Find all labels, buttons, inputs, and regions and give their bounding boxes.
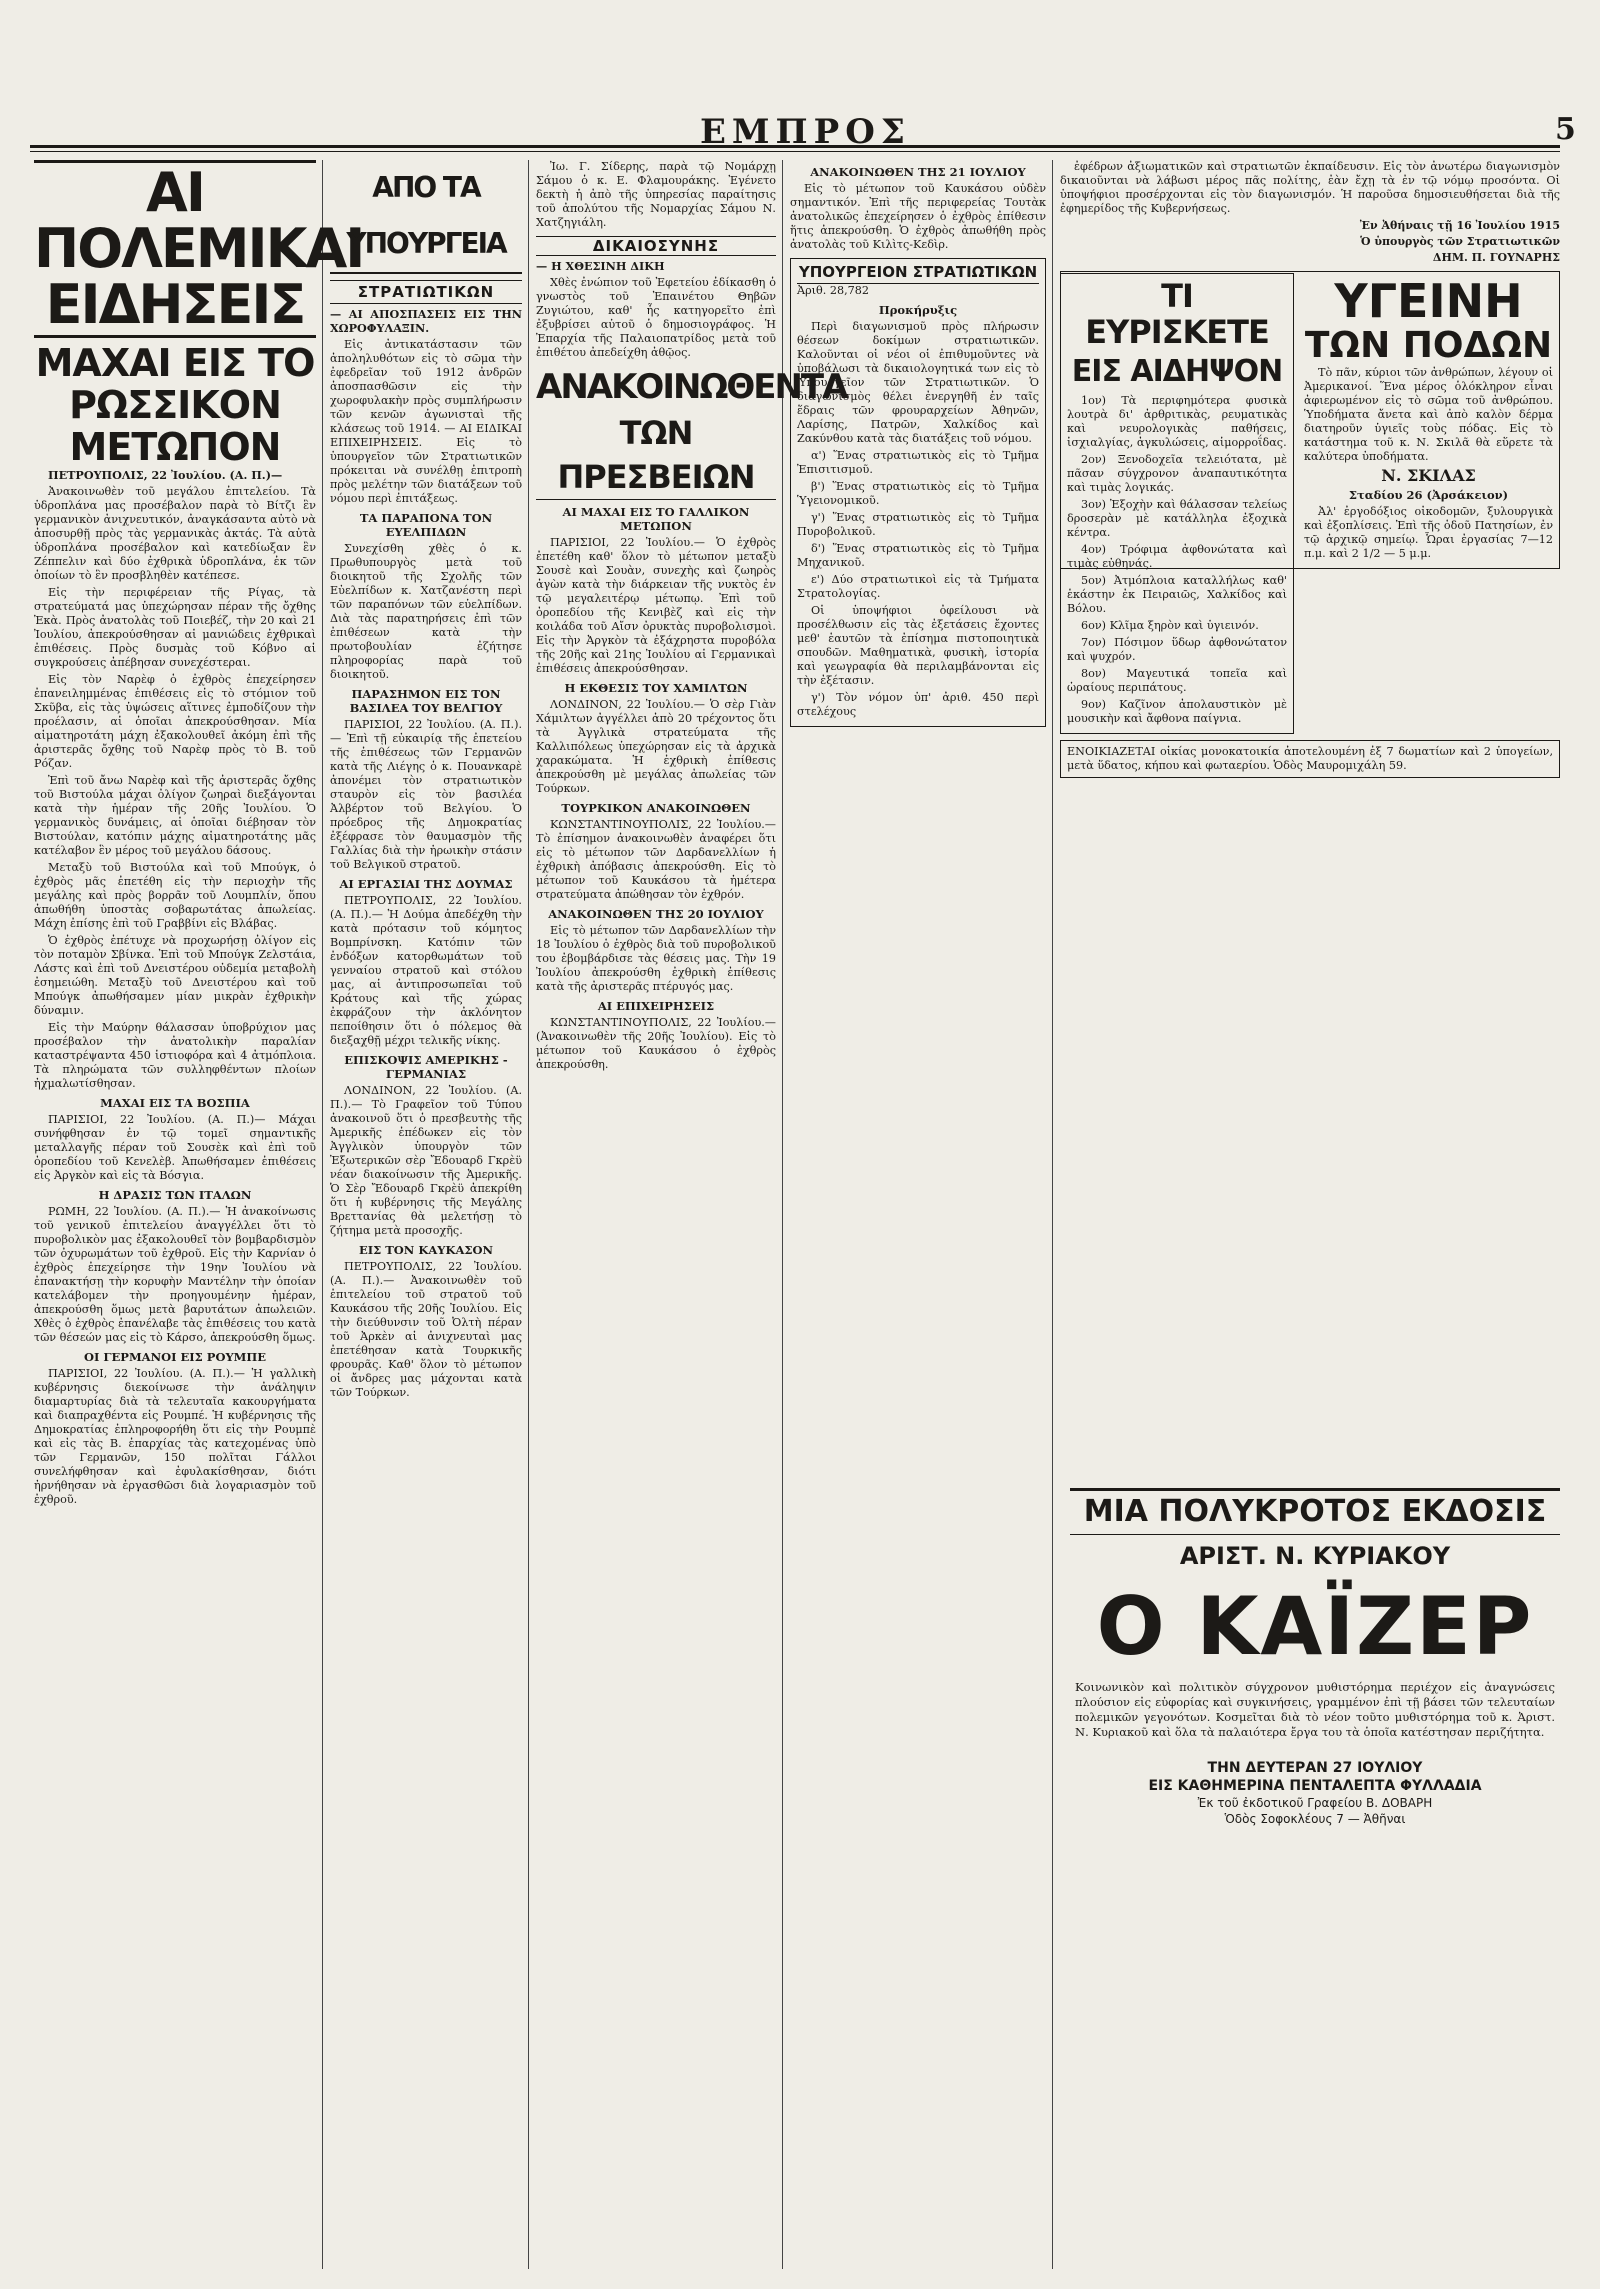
rent-notice xyxy=(1060,740,1560,778)
subheading: ΑΝΑΚΟΙΝΩΘΕΝ ΤΗΣ 20 ΙΟΥΛΙΟΥ xyxy=(548,907,764,921)
subheading: ΕΠΙΣΚΟΨΙΣ ΑΜΕΡΙΚΗΣ - ΓΕΡΜΑΝΙΑΣ xyxy=(344,1053,508,1081)
column-divider xyxy=(782,160,783,2269)
paragraph: γ') Τὸν νόμον ὑπ' ἀριθ. 450 περὶ στελέχους xyxy=(797,691,1039,718)
ad-address: Ὁδὸς Σοφοκλέους 7 — Ἀθῆναι xyxy=(1224,1812,1406,1826)
notice-heading: Προκήρυξις xyxy=(878,303,958,317)
ministry-notice-body xyxy=(797,284,1039,719)
paragraph: Εἰς ἀντικατάστασιν τῶν ἀποληλυθότων εἰς τὸ σῶμα τὴν ἐφεδρεῖαν τοῦ 1912 ἀνδρῶν ἀποσπασθῶσιν εἰς τὴν χωροφυλακὴν πρὸς συμπλήρωσιν τῶν κενῶν ἀγωνισταὶ τῆς κλάσεως τοῦ 1914. — ΑΙ ΕΙΔΙΚΑΙ ΕΠΙΧΕΙΡΗΣΕΙΣ. Εἰς τὸ ὑπουργεῖον τῶν Στρατιωτικῶν πρόκειται νὰ συνέλθῃ ἐπιτροπὴ πρὸς μελέτην τῶν διατάξεων τοῦ νόμου περὶ ἐπιτάξεως. xyxy=(330,338,522,505)
paragraph: Εἰς τὴν περιφέρειαν τῆς Ρίγας, τὰ στρατεύματά μας ὑπεχώρησαν πέραν τῆς ὄχθης Ἐκὰ. Πρὸς ἀνατολὰς τοῦ Ποιεβέζ, τὴν 20 καὶ 21 Ἰουλίου, ἀπεκρούσθησαν αἱ μανιώδεις ἐχθρικαὶ ἐπιθέσεις. Πρὸς δυσμὰς τοῦ Κόβνο αἱ συγκρούσεις ἀπέβησαν συνεχέστεραι. xyxy=(34,586,316,669)
list-item: α') Ἕνας στρατιωτικὸς εἰς τὸ Τμῆμα Ἐπισιτισμοῦ. xyxy=(797,449,1039,476)
ministries-body xyxy=(330,307,522,1400)
paper-name: ΕΜΠΡΟΣ xyxy=(700,112,911,152)
paragraph: ΠΑΡΙΣΙΟΙ, 22 Ἰουλίου.— Ὁ ἐχθρὸς ἐπετέθη καθ' ὅλον τὸ μέτωπον μεταξὺ Σουσὲ καὶ Σουὰν, συνεχὴς καὶ ζωηρὸς ἀγὼν κατὰ τὴν διάρκειαν τῆς νυκτὸς ἐν τῷ μεγαλειτέρῳ μέτωπῳ. Ἐπὶ τοῦ ὀροπεδίου τῆς Κενιβὲζ καὶ εἰς τὴν κοιλάδα τοῦ Αἴσν ὀρυκτὰς πυροβολισμοὶ. Εἰς τὴν Ἀργκὸν τὰ ἐξάχρηστα πυροβόλα τῆς 20ῆς καὶ 21ης Ἰουλίου αἱ Γερμανικαὶ ἐπιθέσεις ἀπεκρούσθησαν. xyxy=(536,536,776,675)
section-heading: ΔΙΚΑΙΟΣΥΝΗΣ xyxy=(536,236,776,256)
subheading: Η ΕΚΘΕΣΙΣ ΤΟΥ ΧΑΜΙΛΤΩΝ xyxy=(564,681,748,695)
paragraph: ΛΟΝΔΙΝΟΝ, 22 Ἰουλίου.— Ὁ σὲρ Γιὰν Χάμιλτων ἀγγέλλει ἀπὸ 20 τρέχοντος ὅτι τὰ Ἀγγλικὰ στρατεύματα τῆς Καλλιπόλεως ὑπεχώρησαν εἰς τὰ ἀρχικὰ χαρακώματα. Ἡ ἐχθρικὴ ἐπίθεσις ἀπεκρούσθη μὲ μεγάλας ἀπωλείας τῶν Τούρκων. xyxy=(536,698,776,795)
subheading: ΠΑΡΑΣΗΜΟΝ ΕΙΣ ΤΟΝ ΒΑΣΙΛΕΑ ΤΟΥ ΒΕΛΓΙΟΥ xyxy=(349,687,503,715)
paragraph: ἐφέδρων ἀξιωματικῶν καὶ στρατιωτῶν ἐκπαίδευσιν. Εἰς τὸν ἀνωτέρω διαγωνισμὸν δικαιοῦνται νὰ λάβωσι μέρος πᾶς πολίτης, ἐὰν ἔχῃ τὰ ἐν τῷ νόμῳ προσόντα. Οἱ ὑποψήφιοι προσέρχονται εἰς τὸν διαγωνισμόν. Ἡ παροῦσα δημοσιευθήσεται διὰ τῆς ἐφημερίδος τῆς Κυβερνήσεως. xyxy=(1060,160,1560,215)
ad-rule xyxy=(1070,1488,1560,1491)
list-item: β') Ἕνας στρατιωτικὸς εἰς τὸ Τμῆμα Ὑγειονομικοῦ. xyxy=(797,480,1039,507)
shop-address: Σταδίου 26 (Ἀρσάκειον) xyxy=(1348,488,1509,502)
paragraph: Ὁ ἐχθρὸς ἐπέτυχε νὰ προχωρήσῃ ὀλίγον εἰς τὸν ποταμὸν Σβίνκα. Ἐπὶ τοῦ Μπούγκ Ζελστάια, Λάστς καὶ ἐπὶ τοῦ Δνειστέρου οὐδεμία μεταβολὴ ἐσημειώθη. Μεταξὺ τοῦ Δνειστέρου καὶ τοῦ Μπούγκ ἀπωθήσαμεν μίαν μικρὰν ἐχθρικὴν δύναμιν. xyxy=(34,934,316,1017)
subheading: ΟΙ ΓΕΡΜΑΝΟΙ ΕΙΣ ΡΟΥΜΠΕ xyxy=(83,1350,267,1364)
embassies-headline: ΤΩΝ ΠΡΕΣΒΕΙΩΝ xyxy=(536,411,776,500)
column-ministries xyxy=(330,160,522,2269)
list-item: 7ον) Πόσιμον ὕδωρ ἀφθονώτατον καὶ ψυχρόν. xyxy=(1067,636,1287,663)
aidipsos-headline-2: ΕΙΣ ΑΙΔΗΨΟΝ xyxy=(1071,354,1283,389)
embassies-body xyxy=(536,160,776,360)
sign-name: ΔΗΜ. Π. ΓΟΥΝΑΡΗΣ xyxy=(1432,251,1560,264)
paragraph: Ἰω. Γ. Σίδερης, παρὰ τῷ Νομάρχῃ Σάμου ὁ κ. Ε. Φλαμουράκης. Ἐγένετο δεκτὴ ἡ ἀπὸ τῆς ὑπηρεσίας παραίτησις τοῦ ἀπολύτου τῆς Νομαρχίας Σάμου Ν. Χατζηγιάλη. xyxy=(536,160,776,229)
section-heading: ΣΤΡΑΤΙΩΤΙΚΩΝ xyxy=(330,280,522,304)
column-divider xyxy=(1052,160,1053,2269)
list-item: 5ον) Ἀτμόπλοια καταλλήλως καθ' ἑκάστην ἐκ Πειραιῶς, Χαλκίδος καὶ Βόλου. xyxy=(1067,574,1287,615)
column-divider xyxy=(528,160,529,2269)
ad-rule-thin xyxy=(1070,1534,1560,1535)
paragraph: Ἀλ' ἐργοδόξιος οἰκοδομῶν, ξυλουργικὰ καὶ ἐξοπλίσεις. Ἐπὶ τῆς ὁδοῦ Πατησίων, ἐν τῷ ἀρχικῷ σημείῳ. Ὧραι ἐργασίας 7—12 π.μ. καὶ 2 1/2 — 5 μ.μ. xyxy=(1304,505,1553,560)
war-news-body xyxy=(34,468,316,1507)
war-news-headline: ΑΙ ΠΟΛΕΜΙΚΑΙ ΕΙΔΗΣΕΙΣ xyxy=(34,161,364,336)
paragraph: ΠΕΤΡΟΥΠΟΛΙΣ, 22 Ἰουλίου. (Α. Π.).— Ἀνακοινωθὲν τοῦ ἐπιτελείου τοῦ στρατοῦ τοῦ Καυκάσου τῆς 20ῆς Ἰουλίου. Εἰς τὴν διεύθυνσιν τοῦ Ὀλτὴ πέραν τοῦ Ἀρκὲν αἱ ἀνιχνευταὶ μας ἐπετέθησαν κατὰ Τουρκικῆς φρουρᾶς. Καθ' ὅλον τὸ μέτωπον οἱ ἄνδρες μας μάχονται κατὰ τῶν Τούρκων. xyxy=(330,1260,522,1399)
rent-notice-body: ΕΝΟΙΚΙΑΖΕΤΑΙ οἰκίας μονοκατοικία ἀποτελουμένη ἐξ 7 δωματίων καὶ 2 ὑπογείων, μετὰ ὕδατος, κήπου καὶ φωταερίου. Ὁδὸς Μαυρομιχάλη 59. xyxy=(1067,745,1553,772)
subheading: ΤΑ ΠΑΡΑΠΟΝΑ ΤΟΝ ΕΥΕΛΠΙΔΩΝ xyxy=(359,511,493,539)
ads-top-body xyxy=(1060,160,1560,265)
subheading: ΕΙΣ ΤΟΝ ΚΑΥΚΑΣΟΝ xyxy=(358,1243,494,1257)
paragraph: Ἀνακοινωθὲν τοῦ μεγάλου ἐπιτελείου. Τὰ ὑδροπλάνα μας προσέβαλον παρὰ τὸ Βίτζι ἓν γερμανικὸν ἀνιχνευτικόν, ἀναγκάσαντα αὐτὸ νὰ ἀποσυρθῇ πρὸς τὰς γερμανικὰς ἀκτάς. Τὰ αὐτὰ ὑδροπλάνα προσέβαλον καὶ κατεδίωξαν ἓν Ζέππελιν καὶ δύο ἐχθρικὰ ὑδροπλάνα, ἐκ τῶν ὁποίων τὸ ἓν προσβληθὲν κατέπεσε. xyxy=(34,485,316,582)
ad-book-title: Ο ΚΑΪΖΕΡ xyxy=(1096,1580,1534,1673)
paragraph: Εἰς τὸ μέτωπον τῶν Δαρδανελλίων τὴν 18 Ἰουλίου ὁ ἐχθρὸς διὰ τοῦ πυροβολικοῦ του ἐβομβάρδισε τὰς θέσεις μας. Τὴν 19 Ἰουλίου ἀπεκρούσθη ἐχθρικὴ ἐπίθεσις κατὰ τῆς ἀριστερᾶς πτέρυγός μας. xyxy=(536,924,776,993)
subheading: ΑΙ ΜΑΧΑΙ ΕΙΣ ΤΟ ΓΑΛΛΙΚΟΝ ΜΕΤΩΠΟΝ xyxy=(562,505,750,533)
list-item: 1ον) Τὰ περιφημότερα φυσικὰ λουτρὰ δι' ἀρθριτικὰς, ρευματικὰς καὶ νευρολογικὰς παθήσεις, ἰσχιαλγίας, ἀγκυλώσεις, αἱμορροΐδας. xyxy=(1067,394,1287,449)
column-divider xyxy=(322,160,323,2269)
list-item: 8ον) Μαγευτικά τοπεῖα καὶ ὡραίους περιπάτους. xyxy=(1067,667,1287,694)
subheading: ΑΙ ΕΡΓΑΣΙΑΙ ΤΗΣ ΔΟΥΜΑΣ xyxy=(339,877,513,891)
subheading: — ΑΙ ΑΠΟΣΠΑΣΕΙΣ ΕΙΣ ΤΗΝ ΧΩΡΟΦΥΛΑΞΙΝ. xyxy=(330,307,522,335)
sign-date: Ἐν Ἀθήναις τῇ 16 Ἰουλίου 1915 xyxy=(1359,219,1560,232)
ad-body: Κοινωνικὸν καὶ πολιτικὸν σύγχρονον μυθιστόρημα περιέχον εἰς ἀναγνώσεις πλούσιον εἰς εὐφορίας καὶ συγκινήσεις, γραμμένον ἐπὶ τῇ βάσει τῶν τελευταίων πολεμικῶν γεγονότων. Κοσμεῖται διὰ τὸ νέον τοῦτο μυθιστόρημα τοῦ κ. Ἀριστ. Ν. Κυριακοῦ καὶ ὅλα τὰ παλαιότερα ἔργα του τὰ ὁποῖα κατέστησαν περιζήτητα. xyxy=(1075,1680,1555,1739)
paragraph: Τὸ πᾶν, κύριοι τῶν ἀνθρώπων, λέγουν οἱ Ἀμερικανοί. Ἕνα μέρος ὁλόκληρον εἶναι ἀφιερωμένον εἰς τὸ σῶμα τοῦ ἀνθρώπου. Ὑποδήματα ἄνετα καὶ ἀπὸ καλὸν δέρμα διατηροῦν ὑγιεῖς τοὺς πόδας. Εἰς τὸ κατάστημα τοῦ κ. Ν. Σκιλᾶ θὰ εὕρετε τὰ καλύτερα ὑποδήματα. xyxy=(1304,366,1553,463)
ad-author: ΑΡΙΣΤ. Ν. ΚΥΡΙΑΚΟΥ xyxy=(1179,1542,1451,1570)
list-item: 2ον) Ξενοδοχεῖα τελειότατα, μὲ πᾶσαν σύγχρονον ἀναπαυτικότητα καὶ τιμὰς λογικάς. xyxy=(1067,453,1287,494)
paragraph: Μεταξὺ τοῦ Βιστούλα καὶ τοῦ Μπούγκ, ὁ ἐχθρὸς μᾶς ἐπετέθη εἰς τὴν περιοχὴν τῆς μεγάλης καὶ πρὸς βορρᾶν τοῦ Λουμπλίν, ὅπου ἀπωθήθη ὑποστὰς σοβαρωτάτας ἀπωλείας. Μάχη ἐπίσης ἐπὶ τοῦ Γραββίνι εἰς Βλάβας. xyxy=(34,861,316,930)
column-ads xyxy=(1060,160,1560,1474)
paragraph: ΠΕΤΡΟΥΠΟΛΙΣ, 22 Ἰουλίου. (Α. Π.).— Ἡ Δούμα ἀπεδέχθη τὴν κατὰ πρότασιν τοῦ κόμητος Βομπρίνσκη. Κατόπιν τῶν ἐνδόξων κατορθωμάτων τοῦ γενναίου στρατοῦ καὶ στόλου μας, αἱ ἀντιπροσωπεῖαι τοῦ Κράτους καὶ τῆς χώρας ἐκφράζουν τὴν ἀκλόνητον πεποίθησιν ὅτι ὁ πόλεμος θὰ διεξαχθῇ μέχρι τελικῆς νίκης. xyxy=(330,894,522,1047)
paragraph: ΡΩΜΗ, 22 Ἰουλίου. (Α. Π.).— Ἡ ἀνακοίνωσις τοῦ γενικοῦ ἐπιτελείου ἀναγγέλλει ὅτι τὸ πυροβολικὸν μας ἐξακολουθεῖ τὸν βομβαρδισμὸν τῶν ὀχυρωμάτων τοῦ ἐχθροῦ. Εἰς τὴν Καρνίαν ὁ ἐχθρὸς ἐπεχείρησε τὴν 19ην Ἰουλίου νὰ ἐπανακτήσῃ τὴν κορυφὴν Μαντέλην τὴν ὁποίαν κατελάβομεν τὴν προηγουμένην ἡμέραν, ἀπεκρούσθη ὅμως μετὰ βαρυτάτων ἀπωλειῶν. Χθὲς ὁ ἐχθρὸς ἐπανέλαβε τὰς ἐπιθέσεις του κατὰ τῶν θέσεών μας εἰς τὸ Κάρσο, ἀπεκρούσθη ὅμως. xyxy=(34,1205,316,1344)
paragraph: ΠΑΡΙΣΙΟΙ, 22 Ἰουλίου. (Α. Π.)— Μάχαι συνήφθησαν ἐν τῷ τομεῖ σημαντικῆς μεταλλαγῆς πέραν τοῦ Σουσὲκ καὶ ἐπὶ τοῦ ὀροπεδίου τοῦ Κενελὲβ. Ἀπωθήσαμεν ἐπιθέσεις εἰς Ἀργκὸν καὶ εἰς τὰ Βόσγια. xyxy=(34,1113,316,1182)
announcements-headline: ΑΝΑΚΟΙΝΩΘΕΝΤΑ xyxy=(536,367,847,407)
paragraph: ΠΑΡΙΣΙΟΙ, 22 Ἰουλίου. (Α. Π.).— Ἐπὶ τῇ εὐκαιρίᾳ τῆς ἐπετείου τῆς ἐπιθέσεως τῶν Γερμανῶν κατὰ τῆς Λιέγης ὁ κ. Πουανκαρὲ ἀπονέμει τὸν στρατιωτικὸν σταυρὸν εἰς τὸν βασιλέα Ἀλβέρτον τοῦ Βελγίου. Ὁ πρόεδρος τῆς Δημοκρατίας ἐξέφρασε τὸν θαυμασμὸν τῆς Γαλλίας διὰ τὴν ἡρωικὴν στάσιν τοῦ Βελγικοῦ στρατοῦ. xyxy=(330,718,522,871)
paragraph: ΠΑΡΙΣΙΟΙ, 22 Ἰουλίου. (Α. Π.).— Ἡ γαλλικὴ κυβέρνησις διεκοίνωσε τὴν ἀνάληψιν διαμαρτυρίας διὰ τὰ τελευταῖα κακουργήματα καὶ διαπραχθέντα εἰς Ρουμπέ. Ἡ κυβέρνησις τῆς Δημοκρατίας ἐπληροφορήθη ὅτι εἰς τὴν Ρουμπὲ καὶ εἰς τὰς Β. ἐπαρχίας τὰς κατεχομένας ὑπὸ τῶν Γερμανῶν, 150 πολῖται Γάλλοι συνελήφθησαν καὶ ἐφυλακίσθησαν, διότι ἠρνήθησαν νὰ ἐργασθῶσι διὰ λογαριασμὸν τοῦ ἐχθροῦ. xyxy=(34,1367,316,1506)
list-item: 9ον) Καζῖνον ἀπολαυστικὸν μὲ μουσικὴν καὶ ἄφθονα παίγνια. xyxy=(1067,698,1287,725)
paragraph: Συνεχίσθη χθὲς ὁ κ. Πρωθυπουργὸς μετὰ τοῦ διοικητοῦ τῆς Σχολῆς τῶν Εὐελπίδων κ. Χατζανέστη περὶ τῶν παραπόνων τῶν εὐελπίδων. Διὰ τὰς παρατηρήσεις ἐπὶ τῶν ἐπιθέσεων κατὰ τὴν πρωτοβουλίαν ἐζήτησε πληροφορίας παρὰ τοῦ διοικητοῦ. xyxy=(330,542,522,681)
aidipsos-ad xyxy=(1060,273,1294,734)
ad-start-date: ΤΗΝ ΔΕΥΤΕΡΑΝ 27 ΙΟΥΛΙΟΥ xyxy=(1207,1760,1423,1776)
paragraph: Εἰς τὸν Ναρὲφ ὁ ἐχθρὸς ἐπεχείρησεν ἐπανειλημμένας ἐπιθέσεις εἰς τὸ στόμιον τοῦ Σκῦβα, εἰς τὰς ὑψώσεις αἵτινες ἐμποδίζουν τὴν προέλασιν, αἱ ὁποῖαι ἀπεκρούσθησαν. Μία αἱματηροτάτη μάχη ἐξακολουθεῖ ἀκόμη ἐπὶ τῆς ἀριστερᾶς ὄχθης τοῦ Ναρὲφ πρὸς τὸ Β. τοῦ Ρόζαν. xyxy=(34,673,316,770)
paragraph: Εἰς τὸ μέτωπον τοῦ Καυκάσου οὐδὲν σημαντικόν. Ἐπὶ τῆς περιφερείας Τουτὰκ ἀνατολικῶς ἐπεχείρησεν ὁ ἐχθρὸς ἐπίθεσιν ἥτις ἀπεκρούσθη. Ὁ ἐχθρὸς ἀπωθήθη πρὸς ἀνατολὰς τοῦ Κιλὶτς-Κεδὶρ. xyxy=(790,182,1046,251)
ad-format: ΕΙΣ ΚΑΘΗΜΕΡΙΝΑ ΠΕΝΤΑΛΕΠΤΑ ΦΥΛΛΑΔΙΑ xyxy=(1148,1778,1482,1794)
ad-publisher: Ἐκ τοῦ ἐκδοτικοῦ Γραφείου Β. ΔΟΒΑΡΗ xyxy=(1197,1796,1433,1810)
ad-title: ΜΙΑ ΠΟΛΥΚΡΟΤΟΣ ΕΚΔΟΣΙΣ xyxy=(1083,1494,1547,1529)
aidipsos-headline: ΤΙ ΕΥΡΙΣΚΕΤΕ xyxy=(1085,277,1269,351)
russian-front-headline: ΜΑΧΑΙ ΕΙΣ ΤΟ ΡΩΣΣΙΚΟΝ ΜΕΤΩΠΟΝ xyxy=(35,341,315,469)
subheading: ΤΟΥΡΚΙΚΟΝ ΑΝΑΚΟΙΝΩΘΕΝ xyxy=(561,801,751,815)
list-item: γ') Ἕνας στρατιωτικὸς εἰς τὸ Τμῆμα Πυροβολικοῦ. xyxy=(797,511,1039,538)
aidipsos-body xyxy=(1067,394,1287,726)
paragraph: Οἱ ὑποψήφιοι ὀφείλουσι νὰ προσέλθωσιν εἰς τὰς ἐξετάσεις ἔχοντες μεθ' ἑαυτῶν τὰ ἐπίσημα πιστοποιητικὰ σπουδῶν. Μαθηματικὰ, φυσικὴ, ἱστορία καὶ γεωγραφία θὰ περιλαμβάνονται εἰς τὴν ἐξέτασιν. xyxy=(797,604,1039,687)
subheading: ΑΙ ΕΠΙΧΕΙΡΗΣΕΙΣ xyxy=(597,999,715,1013)
embassies-body-2 xyxy=(536,505,776,1072)
masthead-rule xyxy=(30,145,1560,148)
subheading: ΑΝΑΚΟΙΝΩΘΕΝ ΤΗΣ 21 ΙΟΥΛΙΟΥ xyxy=(810,165,1026,179)
sign-title: Ὁ ὑπουργὸς τῶν Στρατιωτικῶν xyxy=(1360,235,1560,248)
column-war-news xyxy=(34,160,364,2269)
masthead-rule-thin xyxy=(30,151,1560,152)
list-item: 6ον) Κλῖμα ξηρὸν καὶ ὑγιεινόν. xyxy=(1081,619,1259,632)
paragraph: Εἰς τὴν Μαύρην θάλασσαν ὑποβρύχιον μας προσέβαλον τὴν ἀνατολικὴν παραλίαν καταστρέψαντα 450 ἱστιοφόρα καὶ 4 ἀτμόπλοια. Τὰ πληρώματα τῶν συλληφθέντων πλοίων ἠχμαλωτίσθησαν. xyxy=(34,1021,316,1090)
shop-name: Ν. ΣΚΙΛΑΣ xyxy=(1381,466,1476,485)
paragraph: ΚΩΝΣΤΑΝΤΙΝΟΥΠΟΛΙΣ, 22 Ἰουλίου.— Τὸ ἐπίσημον ἀνακοινωθὲν ἀναφέρει ὅτι εἰς τὸ μέτωπον τῶν Δαρδανελλίων ἡ ἐχθρικὴ ἀπόβασις ἀπεκρούσθη. Εἰς τὸ μέτωπον τοῦ Καυκάσου τὰ ἡμέτερα στρατεύματα ἀπώθησαν τὸν ἐχθρόν. xyxy=(536,818,776,901)
subheading: — Η ΧΘΕΣΙΝΗ ΔΙΚΗ xyxy=(536,259,665,273)
subheading: Η ΔΡΑΣΙΣ ΤΩΝ ΙΤΑΛΩΝ xyxy=(98,1188,252,1202)
list-item: δ') Ἕνας στρατιωτικὸς εἰς τὸ Τμῆμα Μηχανικοῦ. xyxy=(797,542,1039,569)
ministry-notice-box xyxy=(790,258,1046,727)
hygiene-headline: ΥΓΕΙΝΗ xyxy=(1334,274,1523,328)
page-number: 5 xyxy=(1555,112,1576,147)
list-item: 4ον) Τρόφιμα ἀφθονώτατα καὶ τιμὰς εὐθηνάς. xyxy=(1067,543,1287,570)
notice-number: Ἀριθ. 28,782 xyxy=(797,284,870,297)
list-item: ε') Δύο στρατιωτικοὶ εἰς τὰ Τμήματα Στρατολογίας. xyxy=(797,573,1039,600)
paragraph: ΛΟΝΔΙΝΟΝ, 22 Ἰουλίου. (Α. Π.).— Τὸ Γραφεῖον τοῦ Τύπου ἀνακοινοῦ ὅτι ὁ πρεσβευτὴς τῆς Ἀμερικῆς ἐπέδωκεν εἰς τὸν Ἀγγλικὸν ὑπουργὸν τῶν Ἐξωτερικῶν σὲρ Ἔδουαρδ Γκρὲϋ νέαν διακοίνωσιν τῆς Ἀμερικῆς. Ὁ Σὲρ Ἔδουαρδ Γκρὲϋ ἀπεκρίθη ὅτι ἡ κυβέρνησις τῆς Μεγάλης Βρεττανίας θὰ μελετήσῃ τὸ ζήτημα μετὰ προσοχῆς. xyxy=(330,1084,522,1237)
column-ministry-notice xyxy=(790,160,1046,2269)
paragraph: ΚΩΝΣΤΑΝΤΙΝΟΥΠΟΛΙΣ, 22 Ἰουλίου.— (Ἀνακοινωθὲν τῆς 20ῆς Ἰουλίου). Εἰς τὸ μέτωπον τοῦ Καυκάσου ὁ ἐχθρὸς ἀπεκρούσθη. xyxy=(536,1016,776,1071)
paragraph: Ἐπὶ τοῦ ἄνω Ναρὲφ καὶ τῆς ἀριστερᾶς ὄχθης τοῦ Βιστούλα μάχαι ὀλίγον ζωηραὶ διεξάγονται κατὰ τὴν ἡμέραν τῆς 20ῆς Ἰουλίου. Ὁ γερμανικὸς δυνάμεις, αἱ ὁποῖαι διέβησαν τὸν Βιστούλαν, κατόπιν μάχης αἱματηροτάτης μᾶς κατέλαβον ἓν μέρος τοῦ μεγάλου δάσους. xyxy=(34,774,316,857)
paragraph: Περὶ διαγωνισμοῦ πρὸς πλήρωσιν θέσεων δοκίμων στρατιωτικῶν. Καλοῦνται οἱ νέοι οἱ ἐπιθυμοῦντες νὰ ὑποβάλωσι τὰ δικαιολογητικά των εἰς τὸ Ὑπουργεῖον τῶν Στρατιωτικῶν. Ὁ διαγωνισμὸς θέλει ἐνεργηθῆ ἐν ταῖς ἕδραις τῶν φρουραρχείων Ἀθηνῶν, Λαρίσης, Πατρῶν, Χαλκίδος καὶ Ζακύνθου κατὰ τὰς διατάξεις τοῦ νόμου. xyxy=(797,320,1039,445)
notice-body xyxy=(790,165,1046,252)
hygiene-headline-2: ΤΩΝ ΠΟΔΩΝ xyxy=(1304,325,1553,366)
ministries-headline: ΑΠΟ ΤΑ ΥΠΟΥΡΓΕΙΑ xyxy=(330,160,522,274)
subheading: ΜΑΧΑΙ ΕΙΣ ΤΑ ΒΟΣΠΙΑ xyxy=(100,1096,250,1110)
paragraph: Χθὲς ἐνώπιον τοῦ Ἐφετείου ἐδίκασθη ὁ γνωστὸς τοῦ Ἐπαινέτου Θηβῶν Ζυγιώτου, καθ' ἧς κατηγορεῖτο ἐπὶ ἐξυβρίσει αὐτοῦ ὁ δημοσιογράφος. Ἡ Ἐπαρχία τῆς Παλαιοπατρίδος μετὰ τοῦ ἐπιθέτου ἀπεδείχθη ἀθῷος. xyxy=(536,276,776,359)
list-item: 3ον) Ἐξοχὴν καὶ θάλασσαν τελείως δροσερὰν μὲ κατάλληλα ἐξοχικὰ κέντρα. xyxy=(1067,498,1287,539)
dateline: ΠΕΤΡΟΥΠΟΛΙΣ, 22 Ἰουλίου. (Α. Π.)— xyxy=(48,468,283,482)
ministry-notice-title: ΥΠΟΥΡΓΕΙΟΝ ΣΤΡΑΤΙΩΤΙΚΩΝ xyxy=(797,263,1039,284)
